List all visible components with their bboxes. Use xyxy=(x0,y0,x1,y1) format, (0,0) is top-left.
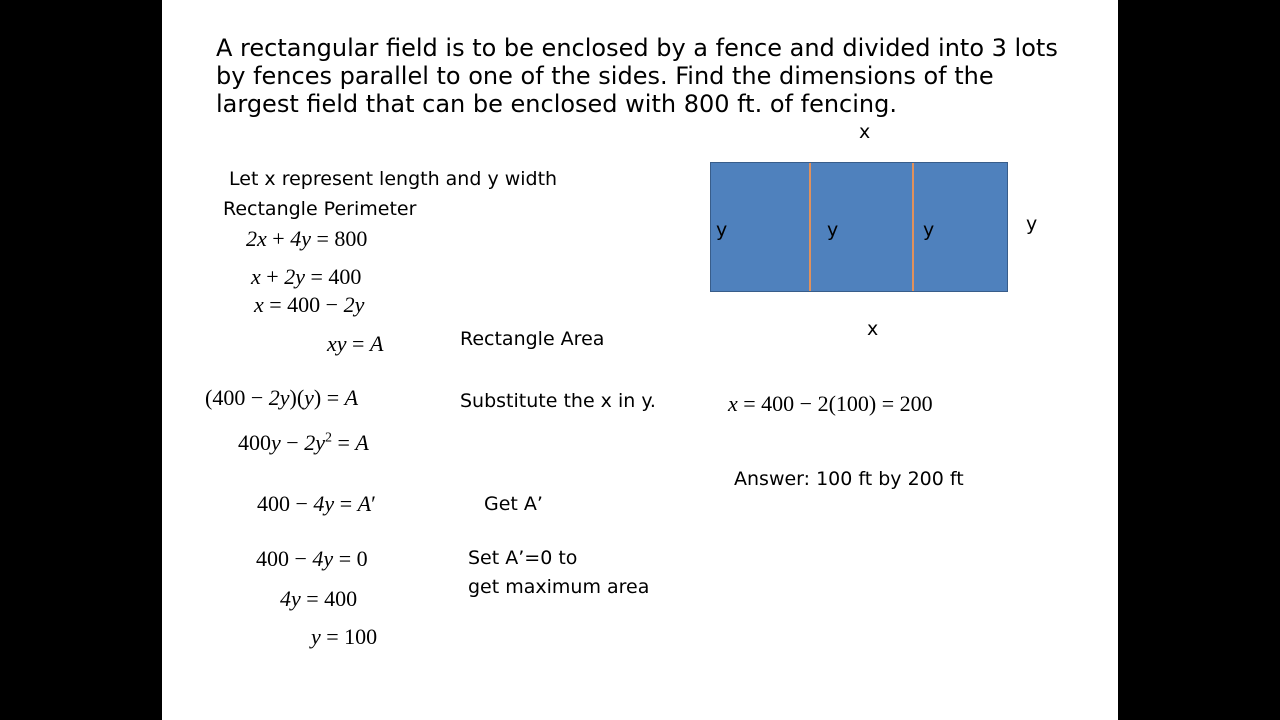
fence-divider-1 xyxy=(809,163,811,291)
diagram-top-label: x xyxy=(859,121,871,143)
diagram-bottom-label: x xyxy=(867,318,879,340)
problem-line-1: A rectangular field is to be enclosed by a fence and divided into 3 lots xyxy=(216,34,1058,62)
equation-perimeter: 2x + 4y = 800 xyxy=(246,226,368,251)
area-label: Rectangle Area xyxy=(460,328,605,350)
equation-x-value: x = 400 − 2(100) = 200 xyxy=(728,391,933,416)
equation-derivative: 400 − 4y = A′ xyxy=(257,491,376,516)
derivative-label: Get A’ xyxy=(484,493,543,515)
substitute-label: Substitute the x in y. xyxy=(460,390,656,412)
lot-1-label: y xyxy=(716,219,728,241)
problem-statement xyxy=(216,34,1076,118)
let-statement: Let x represent length and y width xyxy=(229,168,558,190)
lot-3-label: y xyxy=(923,219,935,241)
diagram-right-label: y xyxy=(1026,213,1038,235)
answer-text: Answer: 100 ft by 200 ft xyxy=(734,468,964,490)
set-zero-label-1: Set A’=0 to xyxy=(468,547,578,569)
fence-divider-2 xyxy=(912,163,914,291)
perimeter-label: Rectangle Perimeter xyxy=(223,198,417,220)
equation-area: xy = A xyxy=(327,331,384,356)
equation-set-zero: 400 − 4y = 0 xyxy=(256,546,368,571)
equation-expanded: $400y - 2y^2 = A$ xyxy=(238,430,369,455)
problem-line-3: largest field that can be enclosed with 800 ft. of fencing. xyxy=(216,90,897,118)
field-diagram xyxy=(710,162,1008,292)
equation-solve-y: 4y = 400 xyxy=(280,586,358,611)
equation-solve-x: x = 400 − 2y xyxy=(254,292,365,317)
set-zero-label-2: get maximum area xyxy=(468,576,650,598)
equation-simplified: x + 2y = 400 xyxy=(251,264,362,289)
equation-substitute: (400 − 2y)(y) = A xyxy=(205,385,359,410)
slide xyxy=(162,0,1118,720)
lot-2-label: y xyxy=(827,219,839,241)
equation-y-value: y = 100 xyxy=(311,624,378,649)
problem-line-2: by fences parallel to one of the sides. Find the dimensions of the xyxy=(216,62,994,90)
